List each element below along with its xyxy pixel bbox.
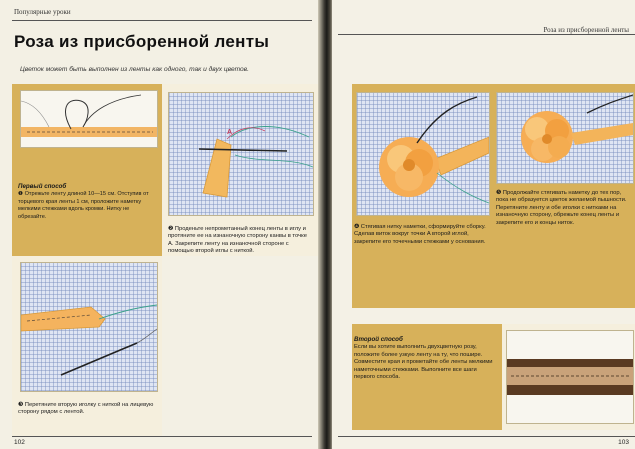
section-label-right: Роза из присборенной ленты <box>543 26 629 34</box>
photo-ribbon-through-canvas <box>168 92 314 216</box>
photo-label-a: A <box>227 129 233 136</box>
step2-text: ❷ Проденьте непрометанный конец ленты в иглу и протяните ее на изнаночную сторону канвы в точке A. Закрепите ленту на изнаночной стороне с помощью второй иглы с ниткой. <box>168 226 307 255</box>
top-rule-right <box>338 34 635 35</box>
method2-heading: Второй способ <box>354 336 403 343</box>
step3-text: ❸ Перетяните вторую иголку с ниткой на лицевую сторону рядом с лентой. <box>18 402 154 416</box>
step1-heading: Первый способ <box>18 183 67 190</box>
photo-rose-complete <box>496 92 634 184</box>
photo-two-color-ribbon <box>506 330 634 424</box>
section-label: Популярные уроки <box>14 8 71 16</box>
method2-body: Если вы хотите выполнить двухцветную розу, положите более узкую ленту на ту, что пошире. Совместите края и прометайте обе ленты мелкими наметочными стежками. Выполните все шаги первого способа. <box>354 344 493 381</box>
photo-needle-through-canvas <box>20 262 158 392</box>
bottom-rule-right <box>338 436 635 437</box>
bottom-rule <box>12 436 312 437</box>
photo-rose-forming <box>356 92 490 216</box>
page-subtitle: Цветок может быть выполнен из ленты как одного, так и двух цветов. <box>20 66 249 73</box>
step1-body: ❶ Отрежьте ленту длиной 10—15 см. Отступив от торцевого края ленты 1 см, проложите наметку мелкими стежками вдоль кромки. Нитку не обрезайте. <box>18 191 149 220</box>
page-number-right: 103 <box>618 439 629 446</box>
top-rule <box>12 20 312 21</box>
step5-text: ❺ Продолжайте стягивать наметку до тех пор, пока не образуется цветок желаемой пышности. Перетяните ленту и обе иголки с нитками на изнаночную сторону, обрежьте конец ленты и закрепите его и концы ниток. <box>496 190 627 226</box>
right-page <box>332 0 635 449</box>
photo-ribbon-basting <box>20 90 158 148</box>
step4-text: ❹ Стягивая нитку наметки, сформируйте сборку. Сделав виток вокруг точки A второй иглой, закрепите его точечными стежками у основания. <box>354 224 486 245</box>
page-title: Роза из присборенной ленты <box>14 32 270 51</box>
step1-text <box>18 183 158 221</box>
method2-text <box>354 336 498 381</box>
page-number-left: 102 <box>14 439 25 446</box>
